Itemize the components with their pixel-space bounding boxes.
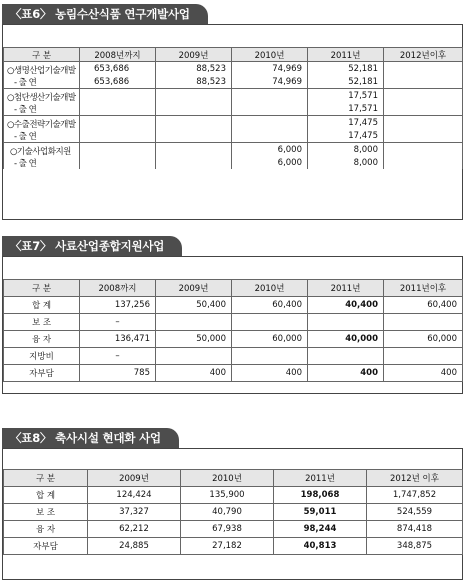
cell: 60,400	[232, 297, 308, 314]
table-row	[4, 538, 463, 555]
table-row	[4, 504, 463, 521]
cell: 6,000	[232, 143, 308, 158]
table-row	[4, 103, 463, 116]
cell: 1,747,852	[367, 487, 463, 504]
cell: 135,900	[181, 487, 274, 504]
cell: 50,400	[156, 297, 232, 314]
row-label: ○첨단생산기술개발	[4, 89, 80, 104]
table7-section	[2, 236, 463, 396]
cell: 52,181	[308, 76, 384, 89]
cell	[384, 130, 463, 143]
cell	[232, 116, 308, 131]
table7	[3, 279, 463, 382]
row-label: 융 자	[4, 521, 88, 538]
header-cell: 2012년 이후	[367, 470, 463, 487]
cell: 50,000	[156, 331, 232, 348]
cell: 24,885	[88, 538, 181, 555]
row-label: 보 조	[4, 314, 80, 331]
cell: 40,400	[308, 297, 384, 314]
header-cell: 2009년	[88, 470, 181, 487]
row-label: - 출 연	[4, 157, 80, 169]
cell	[384, 62, 463, 77]
header-cell: 2011년이후	[384, 280, 463, 297]
cell	[384, 89, 463, 104]
table-row	[4, 297, 463, 314]
row-label: - 출 연	[4, 76, 80, 89]
cell: 400	[232, 365, 308, 382]
row-label: ○수출전략기술개발	[4, 116, 80, 131]
header-cell: 2011년	[274, 470, 367, 487]
cell: 60,400	[384, 297, 463, 314]
table-row	[4, 143, 463, 158]
header-cell: 2010년	[232, 280, 308, 297]
row-label: 융 자	[4, 331, 80, 348]
table8-box	[2, 448, 463, 580]
table-row	[4, 314, 463, 331]
cell: 17,571	[308, 89, 384, 104]
row-label: ○기술사업화지원	[4, 143, 80, 158]
table6	[3, 47, 463, 169]
header-cell: 2008까지	[80, 280, 156, 297]
cell: 524,559	[367, 504, 463, 521]
header-cell: 2011년	[308, 48, 384, 62]
row-label: 합 계	[4, 487, 88, 504]
cell: 874,418	[367, 521, 463, 538]
table6-title: 〈표6〉 농림수산식품 연구개발사업	[2, 4, 208, 24]
cell	[156, 348, 232, 365]
cell	[156, 89, 232, 104]
table-row	[4, 116, 463, 131]
row-label: ○생명산업기술개발	[4, 62, 80, 77]
cell: 52,181	[308, 62, 384, 77]
cell: 40,790	[181, 504, 274, 521]
cell: 6,000	[232, 157, 308, 169]
row-label: 합 계	[4, 297, 80, 314]
header-cell: 2010년	[181, 470, 274, 487]
cell	[232, 89, 308, 104]
cell	[384, 157, 463, 169]
row-label: - 출 연	[4, 130, 80, 143]
cell	[156, 130, 232, 143]
table6-box	[2, 24, 463, 220]
cell	[384, 76, 463, 89]
cell: 8,000	[308, 157, 384, 169]
cell	[80, 89, 156, 104]
table-row	[4, 487, 463, 504]
table-header-row	[4, 280, 463, 297]
table-row	[4, 130, 463, 143]
header-cell: 2009년	[156, 48, 232, 62]
cell: 60,000	[384, 331, 463, 348]
cell	[384, 143, 463, 158]
cell: 17,475	[308, 116, 384, 131]
cell: 62,212	[88, 521, 181, 538]
cell	[232, 103, 308, 116]
cell	[232, 130, 308, 143]
cell: 74,969	[232, 62, 308, 77]
table-row	[4, 348, 463, 365]
cell	[232, 314, 308, 331]
cell	[156, 314, 232, 331]
cell: 27,182	[181, 538, 274, 555]
table-header-row	[4, 48, 463, 62]
cell	[308, 348, 384, 365]
cell	[156, 103, 232, 116]
cell: 400	[308, 365, 384, 382]
cell: –	[80, 348, 156, 365]
cell	[384, 348, 463, 365]
header-cell: 2012년이후	[384, 48, 463, 62]
cell: 198,068	[274, 487, 367, 504]
cell: 88,523	[156, 62, 232, 77]
table-header-row	[4, 470, 463, 487]
cell: 37,327	[88, 504, 181, 521]
cell	[384, 116, 463, 131]
cell	[232, 348, 308, 365]
table-row	[4, 62, 463, 77]
cell: 67,938	[181, 521, 274, 538]
cell: 348,875	[367, 538, 463, 555]
cell: 653,686	[80, 76, 156, 89]
table-row	[4, 521, 463, 538]
cell	[80, 130, 156, 143]
cell: 8,000	[308, 143, 384, 158]
cell	[308, 314, 384, 331]
cell: 74,969	[232, 76, 308, 89]
header-cell: 구 분	[4, 48, 80, 62]
cell: –	[80, 314, 156, 331]
cell	[80, 103, 156, 116]
table-row	[4, 331, 463, 348]
cell	[80, 157, 156, 169]
cell: 17,571	[308, 103, 384, 116]
cell: 40,000	[308, 331, 384, 348]
table7-box	[2, 256, 463, 394]
table8-title: 〈표8〉 축사시설 현대화 사업	[2, 428, 179, 448]
cell: 400	[156, 365, 232, 382]
cell: 653,686	[80, 62, 156, 77]
cell	[156, 157, 232, 169]
table-row	[4, 89, 463, 104]
cell: 60,000	[232, 331, 308, 348]
row-label: 자부담	[4, 365, 80, 382]
table8-section	[2, 428, 463, 581]
table-row	[4, 76, 463, 89]
header-cell: 2009년	[156, 280, 232, 297]
table7-title: 〈표7〉 사료산업종합지원사업	[2, 236, 182, 256]
cell	[80, 116, 156, 131]
cell: 88,523	[156, 76, 232, 89]
header-cell: 2011년	[308, 280, 384, 297]
cell	[156, 143, 232, 158]
header-cell: 2008년까지	[80, 48, 156, 62]
table-row	[4, 365, 463, 382]
cell: 137,256	[80, 297, 156, 314]
cell: 136,471	[80, 331, 156, 348]
cell: 785	[80, 365, 156, 382]
row-label: - 출 연	[4, 103, 80, 116]
table8	[3, 469, 463, 555]
header-cell: 구 분	[4, 470, 88, 487]
cell: 40,813	[274, 538, 367, 555]
cell	[156, 116, 232, 131]
header-cell: 구 분	[4, 280, 80, 297]
cell: 17,475	[308, 130, 384, 143]
cell	[80, 143, 156, 158]
row-label: 보 조	[4, 504, 88, 521]
cell	[384, 103, 463, 116]
header-cell: 2010년	[232, 48, 308, 62]
row-label: 자부담	[4, 538, 88, 555]
cell: 400	[384, 365, 463, 382]
cell: 59,011	[274, 504, 367, 521]
cell: 124,424	[88, 487, 181, 504]
cell: 98,244	[274, 521, 367, 538]
row-label: 지방비	[4, 348, 80, 365]
table-row	[4, 157, 463, 169]
table6-section	[2, 4, 463, 222]
cell	[384, 314, 463, 331]
